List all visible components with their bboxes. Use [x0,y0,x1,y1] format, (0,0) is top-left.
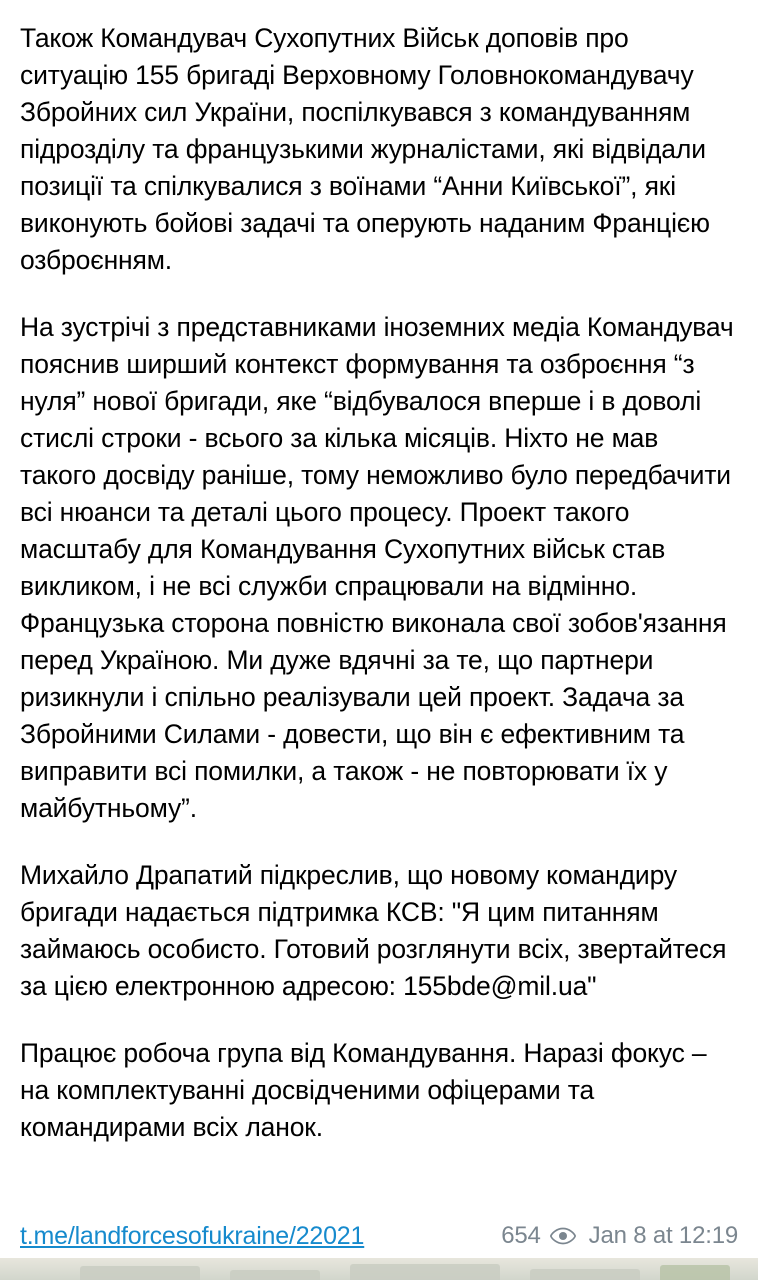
view-count: 654 [501,1222,541,1249]
eye-icon [550,1227,576,1245]
strip-shape-1 [80,1266,200,1280]
strip-shape-3 [350,1264,500,1280]
strip-shape-2 [230,1270,320,1280]
message-paragraph-3: Михайло Драпатий підкреслив, що новому командиру бригади надається підтримка КСВ: "Я цим питанням займаюсь особисто. Готовий розглянути всіх, звертайтеся за цією електронною адресою: 155bde@mil.ua" [20,860,727,1001]
message-meta [501,1222,738,1250]
message-timestamp: Jan 8 at 12:19 [588,1222,738,1249]
bottom-edge-strip [0,1258,758,1280]
strip-shape-5 [660,1265,730,1280]
message-footer [0,1214,758,1258]
message-paragraph-4: Працює робоча група від Командування. Наразі фокус – на комплектуванні досвідченими офіцерами та командирами всіх ланок. [20,1038,707,1142]
strip-inner [0,1258,758,1280]
source-link[interactable]: t.me/landforcesofukraine/22021 [20,1221,365,1250]
strip-shape-4 [530,1269,640,1280]
message-paragraph-2: На зустрічі з представниками іноземних медіа Командувач пояснив ширший контекст формування та озброєння “з нуля” нової бригади, яке “відбувалося вперше і в доволі стислі строки - всього за кілька місяців. Ніхто не мав такого досвіду раніше, тому неможливо було передбачити всі нюанси та деталі цього процесу. Проект такого масштабу для Командування Сухопутних військ став викликом, і не всі служби спрацювали на відмінно. Французька сторона повністю виконала свої зобов'язання перед Україною. Ми дуже вдячні за те, що партнери ризикнули і спільно реалізували цей проект. Задача за Збройними Силами - довести, що він є ефективним та виправити всі помилки, а також - не повторювати їх у майбутньому”. [20,312,734,823]
message-paragraph-1: Також Командувач Сухопутних Військ доповів про ситуацію 155 бригаді Верховному Головнокомандувачу Збройних сил України, поспілкувався з командуванням підрозділу та французькими журналістами, які відвідали позиції та спілкувалися з воїнами “Анни Київської”, які виконують бойові задачі та оперують наданим Францією озброєнням. [20,23,710,275]
